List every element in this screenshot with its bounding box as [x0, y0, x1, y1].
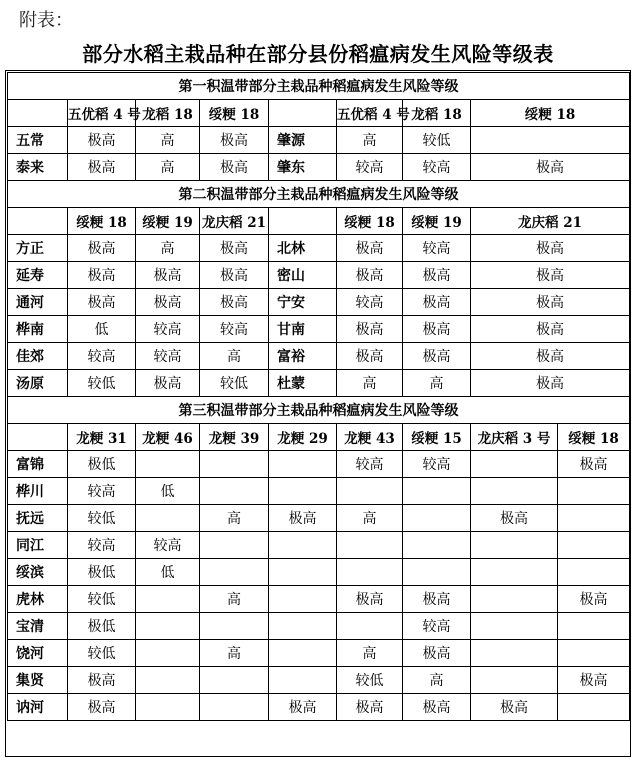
risk-level [471, 667, 558, 694]
risk-level: 较高 [337, 154, 403, 181]
risk-level: 极高 [403, 289, 471, 316]
county-name: 甘南 [269, 316, 337, 343]
risk-level: 极高 [471, 262, 630, 289]
variety-header: 五优稻 4 号 [337, 100, 403, 127]
risk-level [337, 559, 403, 586]
risk-level: 极高 [200, 235, 269, 262]
variety-header: 绥粳 18 [200, 100, 269, 127]
risk-level: 极高 [200, 289, 269, 316]
risk-level: 低 [136, 559, 200, 586]
risk-level: 较高 [68, 343, 136, 370]
risk-level [136, 451, 200, 478]
risk-level: 极高 [136, 370, 200, 397]
variety-header: 龙粳 31 [68, 424, 136, 451]
risk-level: 较低 [403, 127, 471, 154]
table-row [8, 586, 630, 613]
risk-level: 极高 [68, 154, 136, 181]
variety-header: 绥粳 18 [558, 424, 630, 451]
risk-level [558, 613, 630, 640]
risk-level: 较高 [136, 343, 200, 370]
county-name: 富锦 [8, 451, 68, 478]
risk-level: 高 [337, 370, 403, 397]
risk-level: 极高 [269, 694, 337, 721]
risk-level: 极高 [68, 667, 136, 694]
table-row [8, 316, 630, 343]
table-row [8, 478, 630, 505]
county-name: 五常 [8, 127, 68, 154]
variety-header: 龙粳 39 [200, 424, 269, 451]
variety-header: 绥粳 19 [403, 208, 471, 235]
risk-level: 极高 [403, 694, 471, 721]
risk-level: 极高 [200, 262, 269, 289]
variety-header: 绥粳 18 [471, 100, 630, 127]
risk-level: 极高 [68, 235, 136, 262]
section-title-row [8, 181, 630, 208]
risk-level [558, 559, 630, 586]
risk-level [471, 127, 630, 154]
risk-level: 极高 [403, 640, 471, 667]
risk-level: 低 [136, 478, 200, 505]
risk-level [403, 559, 471, 586]
risk-level: 极低 [68, 559, 136, 586]
risk-level [403, 505, 471, 532]
risk-level: 极高 [471, 505, 558, 532]
risk-level: 较高 [200, 316, 269, 343]
county-name: 方正 [8, 235, 68, 262]
section-title: 第三积温带部分主栽品种稻瘟病发生风险等级 [8, 397, 630, 424]
risk-level: 较高 [136, 316, 200, 343]
risk-level: 高 [200, 505, 269, 532]
risk-level: 较低 [68, 505, 136, 532]
county-name: 桦川 [8, 478, 68, 505]
table-row [8, 532, 630, 559]
county-name: 桦南 [8, 316, 68, 343]
risk-level: 极高 [471, 694, 558, 721]
risk-level [403, 532, 471, 559]
risk-level: 极高 [68, 694, 136, 721]
header-row [8, 208, 630, 235]
risk-level [269, 478, 337, 505]
risk-level [558, 640, 630, 667]
table-row [8, 694, 630, 721]
risk-level [136, 586, 200, 613]
corner-cell [269, 208, 337, 235]
risk-level: 极高 [68, 127, 136, 154]
table-row [8, 289, 630, 316]
risk-level [200, 667, 269, 694]
risk-level [269, 667, 337, 694]
risk-level [471, 640, 558, 667]
risk-level [471, 478, 558, 505]
risk-level [200, 532, 269, 559]
risk-level [471, 532, 558, 559]
risk-level [269, 559, 337, 586]
variety-header: 绥粳 19 [136, 208, 200, 235]
risk-table [7, 72, 630, 721]
risk-level [337, 532, 403, 559]
risk-level [558, 532, 630, 559]
risk-level: 高 [403, 370, 471, 397]
risk-level: 高 [337, 127, 403, 154]
attachment-label: 附表： [19, 10, 73, 31]
header-row [8, 100, 630, 127]
risk-level: 极高 [68, 289, 136, 316]
page-title: 部分水稻主栽品种在部分县份稻瘟病发生风险等级表 [82, 42, 554, 66]
county-name: 绥滨 [8, 559, 68, 586]
table-row [8, 370, 630, 397]
variety-header: 龙庆稻 21 [471, 208, 630, 235]
risk-level [136, 667, 200, 694]
risk-level [337, 613, 403, 640]
risk-level: 极高 [337, 343, 403, 370]
risk-level: 高 [200, 343, 269, 370]
risk-level: 极高 [558, 586, 630, 613]
table-row [8, 154, 630, 181]
county-name: 宝清 [8, 613, 68, 640]
risk-level: 极高 [200, 127, 269, 154]
risk-level [136, 694, 200, 721]
county-name: 杜蒙 [269, 370, 337, 397]
risk-level: 较低 [68, 640, 136, 667]
county-name: 虎林 [8, 586, 68, 613]
table-row [8, 613, 630, 640]
risk-level: 极低 [68, 451, 136, 478]
risk-level [269, 451, 337, 478]
risk-level [558, 694, 630, 721]
county-name: 讷河 [8, 694, 68, 721]
risk-level: 较高 [136, 532, 200, 559]
risk-level: 极高 [558, 667, 630, 694]
risk-level: 较高 [403, 235, 471, 262]
county-name: 富裕 [269, 343, 337, 370]
section-title: 第二积温带部分主栽品种稻瘟病发生风险等级 [8, 181, 630, 208]
county-name: 肇源 [269, 127, 337, 154]
risk-level: 高 [136, 235, 200, 262]
risk-level: 极高 [337, 235, 403, 262]
risk-level: 高 [200, 640, 269, 667]
risk-level [200, 478, 269, 505]
risk-level [471, 559, 558, 586]
risk-level: 较高 [403, 154, 471, 181]
risk-level [269, 640, 337, 667]
risk-level: 高 [403, 667, 471, 694]
risk-level [471, 451, 558, 478]
risk-level: 较高 [403, 613, 471, 640]
county-name: 宁安 [269, 289, 337, 316]
risk-level: 极高 [337, 586, 403, 613]
risk-level: 极高 [269, 505, 337, 532]
risk-level: 极低 [68, 613, 136, 640]
section-title: 第一积温带部分主栽品种稻瘟病发生风险等级 [8, 73, 630, 100]
risk-level: 极高 [68, 262, 136, 289]
risk-level [200, 559, 269, 586]
risk-level [269, 613, 337, 640]
county-name: 通河 [8, 289, 68, 316]
risk-level: 极高 [136, 289, 200, 316]
corner-cell [269, 100, 337, 127]
section-title-row [8, 73, 630, 100]
risk-level: 极高 [403, 343, 471, 370]
table-row [8, 262, 630, 289]
variety-header: 龙粳 29 [269, 424, 337, 451]
table-row [8, 505, 630, 532]
county-name: 北林 [269, 235, 337, 262]
risk-level [269, 532, 337, 559]
risk-level [136, 640, 200, 667]
variety-header: 绥粳 18 [337, 208, 403, 235]
risk-level: 较低 [200, 370, 269, 397]
county-name: 佳郊 [8, 343, 68, 370]
table-row [8, 667, 630, 694]
risk-level: 极高 [471, 343, 630, 370]
risk-level: 较高 [337, 289, 403, 316]
risk-level: 极高 [403, 262, 471, 289]
variety-header: 龙庆稻 3 号 [471, 424, 558, 451]
corner-cell [8, 424, 68, 451]
corner-cell [8, 208, 68, 235]
variety-header: 龙粳 43 [337, 424, 403, 451]
table-row [8, 127, 630, 154]
county-name: 泰来 [8, 154, 68, 181]
risk-level: 极高 [471, 154, 630, 181]
risk-level: 较高 [337, 451, 403, 478]
risk-level: 较低 [68, 370, 136, 397]
risk-level [136, 505, 200, 532]
risk-level: 极高 [471, 370, 630, 397]
county-name: 集贤 [8, 667, 68, 694]
risk-level [136, 613, 200, 640]
risk-level [200, 451, 269, 478]
county-name: 同江 [8, 532, 68, 559]
risk-level: 极高 [136, 262, 200, 289]
risk-level: 较高 [403, 451, 471, 478]
variety-header: 五优稻 4 号 [68, 100, 136, 127]
header-row [8, 424, 630, 451]
table-row [8, 640, 630, 667]
variety-header: 绥粳 18 [68, 208, 136, 235]
risk-level: 较高 [68, 532, 136, 559]
risk-level: 低 [68, 316, 136, 343]
risk-level: 极高 [471, 316, 630, 343]
county-name: 汤原 [8, 370, 68, 397]
table-row [8, 559, 630, 586]
risk-level: 极高 [200, 154, 269, 181]
risk-level [558, 505, 630, 532]
risk-level: 极高 [403, 586, 471, 613]
risk-level: 极高 [558, 451, 630, 478]
county-name: 肇东 [269, 154, 337, 181]
variety-header: 龙庆稻 21 [200, 208, 269, 235]
county-name: 抚远 [8, 505, 68, 532]
risk-level: 较低 [68, 586, 136, 613]
risk-level [403, 478, 471, 505]
risk-level [471, 586, 558, 613]
variety-header: 龙稻 18 [403, 100, 471, 127]
corner-cell [8, 100, 68, 127]
risk-level: 高 [337, 640, 403, 667]
risk-level [269, 586, 337, 613]
risk-level: 较高 [68, 478, 136, 505]
risk-level [200, 694, 269, 721]
table-row [8, 343, 630, 370]
risk-level [558, 478, 630, 505]
risk-level: 高 [337, 505, 403, 532]
variety-header: 龙稻 18 [136, 100, 200, 127]
variety-header: 龙粳 46 [136, 424, 200, 451]
section-title-row [8, 397, 630, 424]
county-name: 密山 [269, 262, 337, 289]
risk-level: 极高 [403, 316, 471, 343]
risk-level [337, 478, 403, 505]
risk-level: 高 [200, 586, 269, 613]
county-name: 延寿 [8, 262, 68, 289]
risk-level: 极高 [471, 235, 630, 262]
variety-header: 绥粳 15 [403, 424, 471, 451]
county-name: 饶河 [8, 640, 68, 667]
risk-level [471, 613, 558, 640]
risk-level [200, 613, 269, 640]
table-row [8, 235, 630, 262]
risk-level: 极高 [337, 316, 403, 343]
risk-level: 高 [136, 154, 200, 181]
table-row [8, 451, 630, 478]
risk-level: 极高 [337, 262, 403, 289]
risk-level: 较低 [337, 667, 403, 694]
risk-level: 极高 [471, 289, 630, 316]
risk-level: 极高 [337, 694, 403, 721]
risk-level: 高 [136, 127, 200, 154]
